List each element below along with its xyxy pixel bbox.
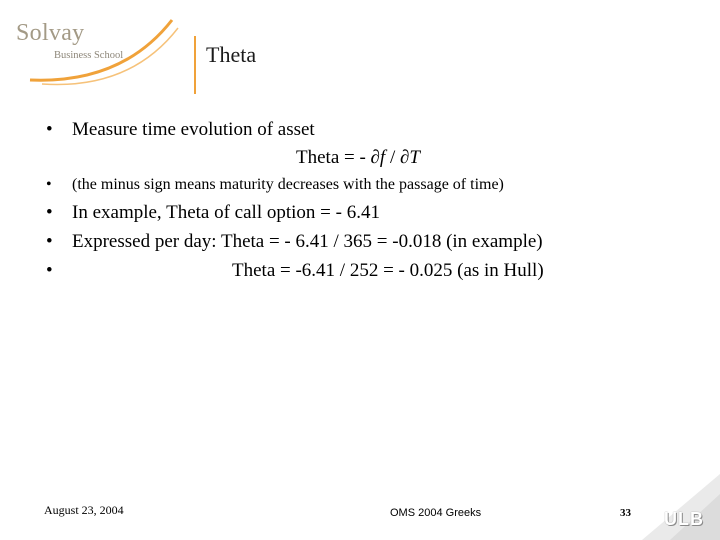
- footer-course: OMS 2004 Greeks: [390, 507, 482, 519]
- bullet-text: (the minus sign means maturity decreases with the passage of time): [72, 176, 504, 193]
- formula-denominator: ∂T: [400, 147, 420, 168]
- logo-subtitle: Business School: [54, 50, 124, 61]
- slide-title: Theta: [206, 42, 257, 67]
- logo-wordmark: Solvay: [16, 20, 85, 46]
- bullet-dot: •: [46, 202, 53, 223]
- formula-prefix: Theta = -: [296, 147, 371, 168]
- bullet-text: Theta = -6.41 / 252 = - 0.025 (as in Hull): [232, 260, 544, 281]
- footer-date: August 23, 2004: [44, 503, 124, 517]
- page-number: 33: [620, 507, 631, 519]
- bullet-dot: •: [46, 119, 53, 140]
- bullet-text: Measure time evolution of asset: [72, 119, 315, 140]
- formula-numerator: ∂f: [370, 147, 386, 168]
- bullet-dot: •: [46, 260, 53, 281]
- bullet-dot: •: [46, 231, 53, 252]
- title-divider: [194, 36, 196, 94]
- bullet-text: In example, Theta of call option = - 6.41: [72, 202, 380, 223]
- bullet-dot: •: [46, 176, 52, 193]
- theta-formula: [296, 147, 420, 169]
- formula-separator: /: [385, 147, 400, 168]
- solvay-logo: [12, 14, 182, 94]
- bullet-text: Expressed per day: Theta = - 6.41 / 365 = -0.018 (in example): [72, 231, 543, 252]
- ulb-logo: ULB: [664, 509, 704, 529]
